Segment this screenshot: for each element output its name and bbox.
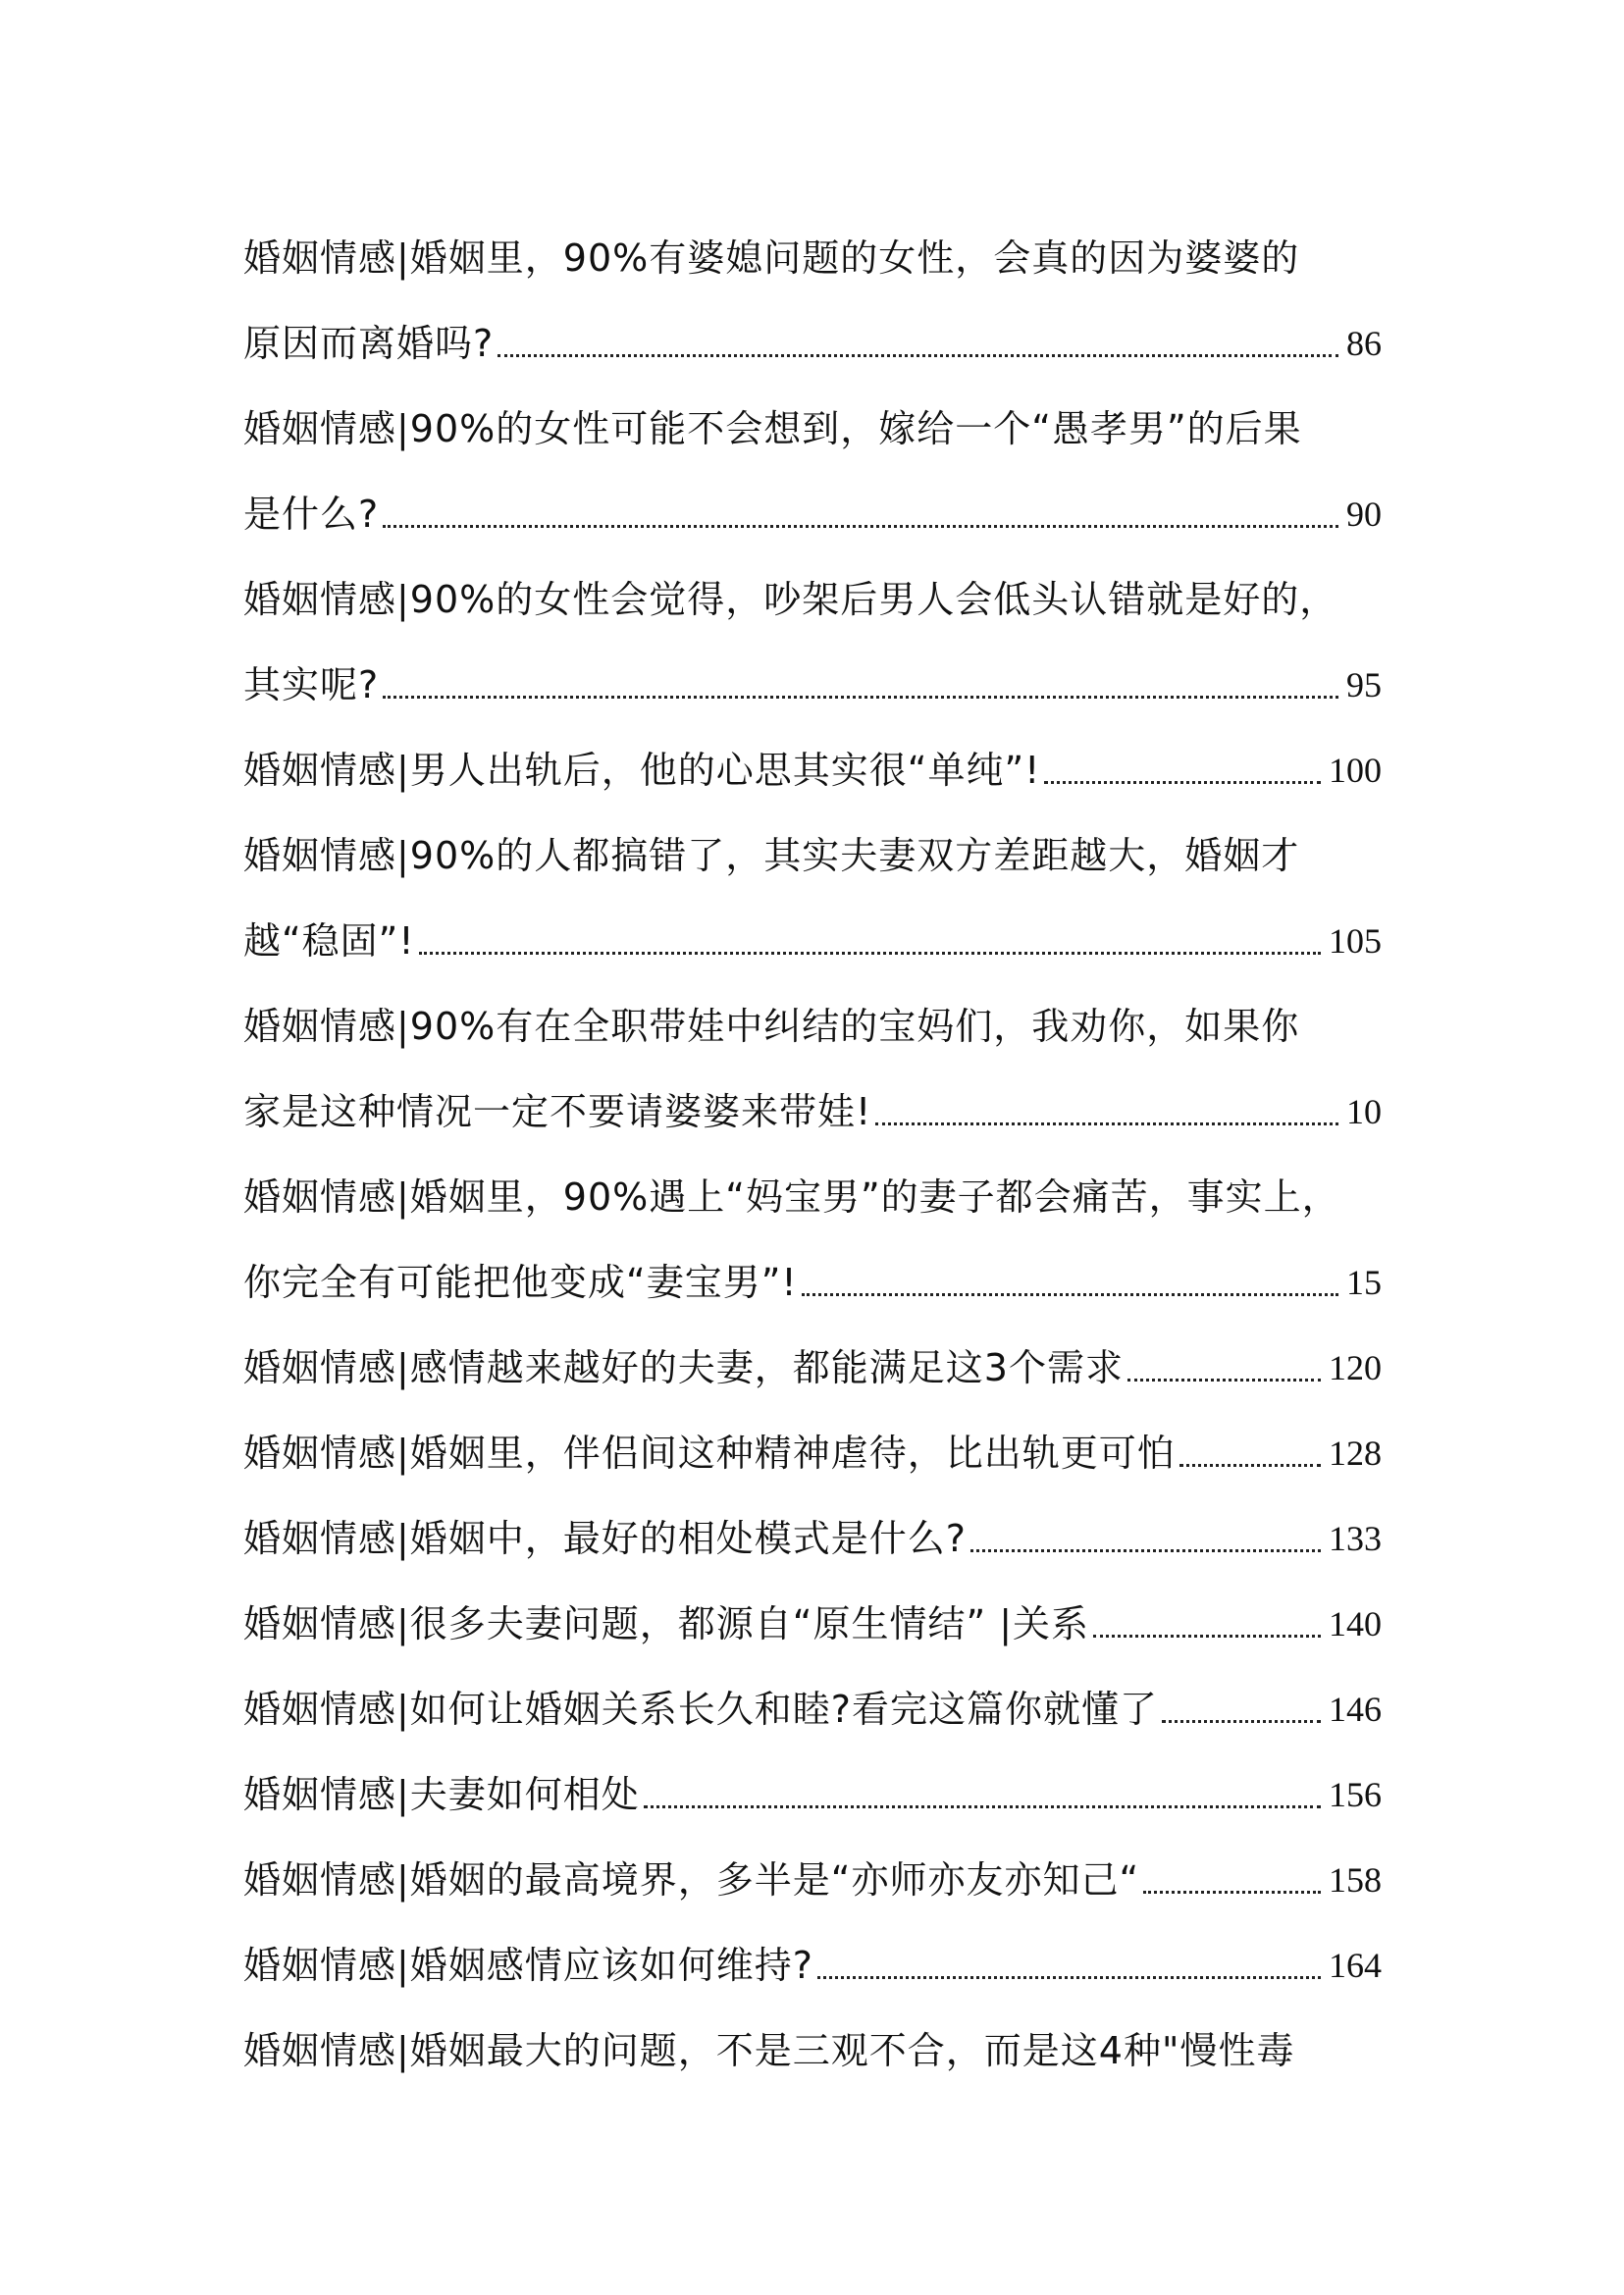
toc-entry-title: 其实呢? <box>243 663 380 706</box>
toc-entry-title: 婚姻情感|很多夫妻问题，都源自“原生情结” |关系 <box>243 1602 1090 1645</box>
toc-entry-title: 婚姻情感|婚姻中，最好的相处模式是什么? <box>243 1517 967 1560</box>
toc-entry-title: 家是这种情况一定不要请婆婆来带娃! <box>243 1090 872 1133</box>
toc-entry[interactable] <box>243 1326 1391 1411</box>
toc-page-number: 10 <box>1346 1092 1382 1131</box>
toc-entry-line <box>243 216 1391 301</box>
dot-leader <box>1127 1326 1321 1411</box>
toc-entry-line <box>243 1155 1391 1240</box>
toc-entry-line <box>243 813 1391 899</box>
toc-entry-line <box>243 1923 1391 2008</box>
dot-leader <box>970 1496 1321 1582</box>
toc-entry[interactable] <box>243 557 1391 728</box>
toc-entry[interactable] <box>243 1838 1391 1923</box>
dot-leader <box>1162 1667 1321 1752</box>
toc-page-number: 133 <box>1329 1519 1382 1558</box>
toc-entry[interactable] <box>243 1411 1391 1496</box>
toc-entry-title: 是什么? <box>243 493 380 536</box>
toc-entry-line <box>243 387 1391 472</box>
dot-leader <box>1143 1838 1321 1923</box>
toc-page-number: 15 <box>1346 1263 1382 1302</box>
toc-entry[interactable] <box>243 387 1391 557</box>
toc-entry-line <box>243 899 1391 984</box>
toc-entry[interactable] <box>243 1582 1391 1667</box>
toc-entry-line <box>243 1240 1391 1326</box>
toc-entry[interactable] <box>243 1923 1391 2008</box>
toc-entry-title: 原因而离婚吗? <box>243 322 495 365</box>
toc-page-number: 146 <box>1329 1690 1382 1729</box>
toc-entry[interactable] <box>243 1667 1391 1752</box>
dot-leader <box>383 643 1338 728</box>
toc-entry[interactable] <box>243 1752 1391 1838</box>
toc-page-number: 158 <box>1329 1860 1382 1900</box>
toc-entry-line <box>243 1838 1391 1923</box>
toc-entry-line <box>243 643 1391 728</box>
toc-entry-line <box>243 728 1391 813</box>
toc-page-number: 156 <box>1329 1775 1382 1814</box>
toc-entry-line <box>243 1069 1391 1155</box>
toc-entry[interactable] <box>243 1155 1391 1326</box>
toc-entry[interactable] <box>243 2008 1391 2094</box>
dot-leader <box>419 899 1321 984</box>
toc-entry-title: 婚姻情感|90%有在全职带娃中纠结的宝妈们，我劝你，如果你 <box>243 1005 1300 1048</box>
toc-entry-title: 婚姻情感|婚姻感情应该如何维持? <box>243 1944 813 1987</box>
toc-entry-title: 婚姻情感|婚姻里，90%有婆媳问题的女性，会真的因为婆婆的 <box>243 236 1300 280</box>
dot-leader <box>383 472 1338 557</box>
dot-leader <box>875 1069 1338 1155</box>
toc-entry-line <box>243 472 1391 557</box>
table-of-contents <box>243 216 1391 2094</box>
toc-page-number: 90 <box>1346 495 1382 534</box>
toc-entry[interactable] <box>243 216 1391 387</box>
dot-leader <box>644 1752 1321 1838</box>
toc-entry-title: 婚姻情感|如何让婚姻关系长久和睦?看完这篇你就懂了 <box>243 1688 1158 1731</box>
toc-page-number: 120 <box>1329 1348 1382 1387</box>
toc-entry[interactable] <box>243 813 1391 984</box>
toc-entry[interactable] <box>243 1496 1391 1582</box>
toc-entry-title: 婚姻情感|90%的女性会觉得，吵架后男人会低头认错就是好的， <box>243 578 1338 621</box>
toc-entry-line <box>243 1411 1391 1496</box>
toc-entry-line <box>243 2008 1391 2094</box>
toc-entry-line <box>243 1667 1391 1752</box>
toc-entry-title: 婚姻情感|婚姻的最高境界，多半是“亦师亦友亦知己“ <box>243 1858 1140 1902</box>
toc-entry-title: 婚姻情感|感情越来越好的夫妻，都能满足这3个需求 <box>243 1346 1124 1389</box>
toc-entry-line <box>243 301 1391 387</box>
toc-page-number: 128 <box>1329 1434 1382 1473</box>
toc-page-number: 164 <box>1329 1946 1382 1985</box>
toc-entry[interactable] <box>243 728 1391 813</box>
dot-leader <box>1044 728 1321 813</box>
toc-page-number: 140 <box>1329 1604 1382 1643</box>
toc-entry[interactable] <box>243 984 1391 1155</box>
toc-entry-title: 婚姻情感|婚姻里，90%遇上“妈宝男”的妻子都会痛苦，事实上， <box>243 1175 1340 1219</box>
dot-leader <box>1179 1411 1321 1496</box>
toc-page-number: 86 <box>1346 324 1382 363</box>
toc-entry-title: 你完全有可能把他变成“妻宝男”! <box>243 1261 798 1304</box>
dot-leader <box>1093 1582 1321 1667</box>
toc-entry-title: 婚姻情感|婚姻最大的问题，不是三观不合，而是这4种"慢性毒 <box>243 2029 1295 2072</box>
toc-entry-line <box>243 557 1391 643</box>
toc-entry-line <box>243 1752 1391 1838</box>
toc-entry-line <box>243 1582 1391 1667</box>
toc-entry-title: 婚姻情感|90%的人都搞错了，其实夫妻双方差距越大，婚姻才 <box>243 834 1300 877</box>
toc-entry-title: 婚姻情感|90%的女性可能不会想到，嫁给一个“愚孝男”的后果 <box>243 407 1302 450</box>
dot-leader <box>802 1240 1338 1326</box>
toc-page-number: 95 <box>1346 665 1382 704</box>
dot-leader <box>498 301 1338 387</box>
toc-entry-title: 越“稳固”! <box>243 919 415 963</box>
toc-entry-title: 婚姻情感|男人出轨后，他的心思其实很“单纯”! <box>243 749 1041 792</box>
toc-entry-line <box>243 984 1391 1069</box>
toc-entry-line <box>243 1326 1391 1411</box>
dot-leader <box>817 1923 1321 2008</box>
toc-entry-title: 婚姻情感|夫妻如何相处 <box>243 1773 640 1816</box>
toc-page-number: 105 <box>1329 921 1382 961</box>
toc-entry-line <box>243 1496 1391 1582</box>
toc-entry-title: 婚姻情感|婚姻里，伴侣间这种精神虐待，比出轨更可怕 <box>243 1432 1176 1475</box>
toc-page-number: 100 <box>1329 751 1382 790</box>
